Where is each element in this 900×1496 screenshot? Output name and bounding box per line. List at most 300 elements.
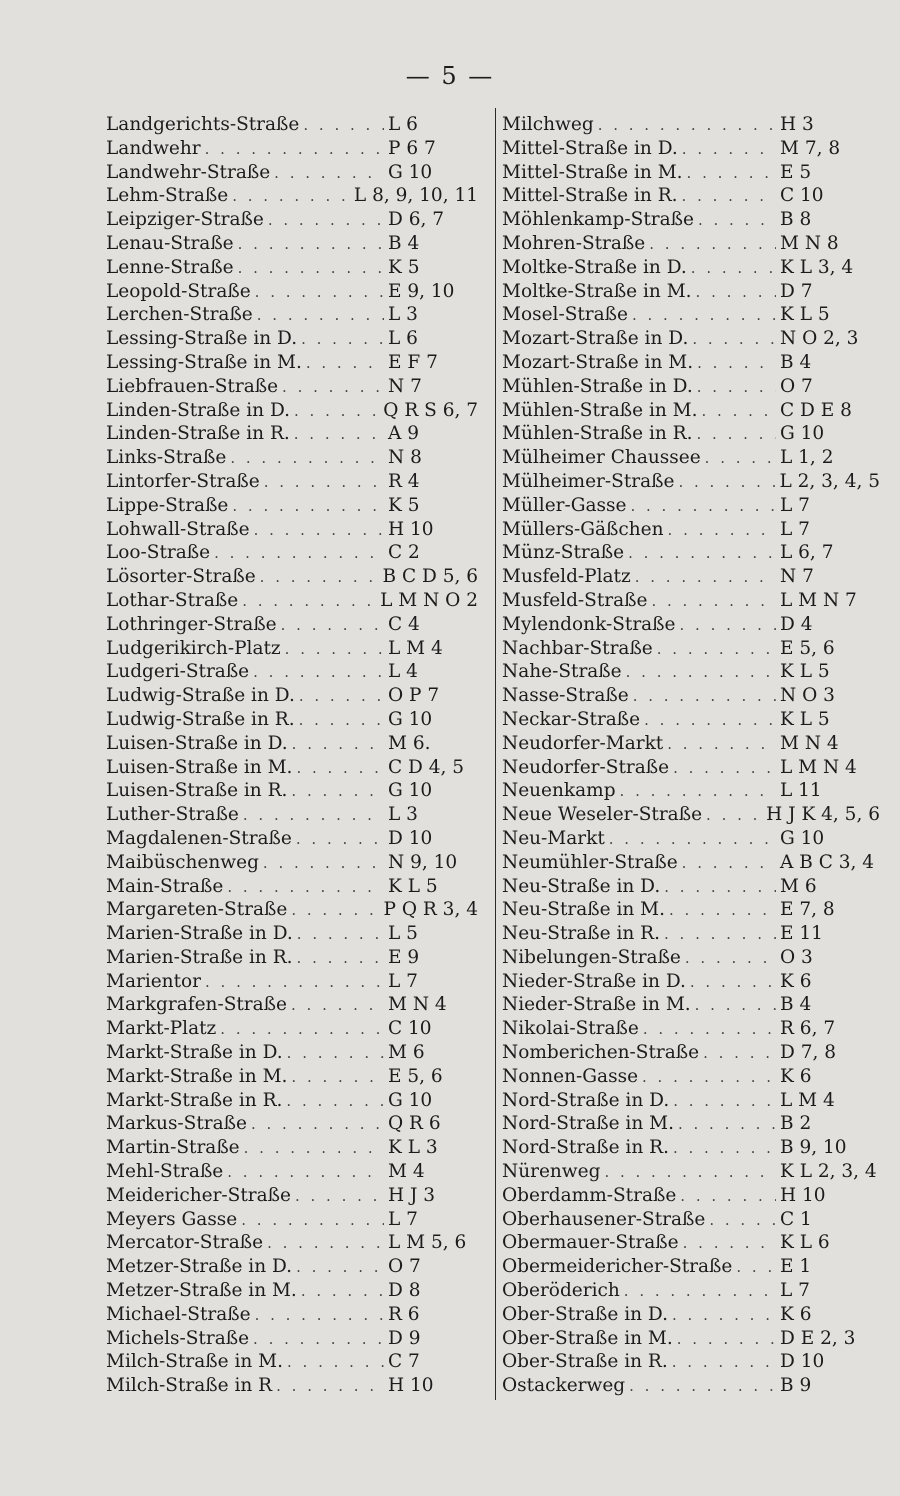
street-entry — [106, 613, 478, 637]
street-entry — [106, 1017, 478, 1041]
street-name: Nomberichen-Straße — [502, 1042, 700, 1064]
dot-leader — [244, 1137, 384, 1161]
street-name: Ludgeri-Straße — [106, 661, 250, 683]
street-name: Moltke-Straße in M. — [502, 280, 692, 302]
street-entry — [502, 1350, 880, 1374]
dot-leader — [705, 447, 776, 471]
dot-leader — [285, 638, 384, 662]
dot-leader — [697, 352, 776, 376]
street-entry — [502, 684, 880, 708]
street-name: Nikolai-Straße — [502, 1018, 639, 1040]
street-entry — [106, 922, 478, 946]
dot-leader — [301, 1280, 384, 1304]
dot-leader — [736, 1256, 776, 1280]
dot-leader — [291, 1066, 384, 1090]
grid-reference: E 9, 10 — [388, 280, 455, 302]
street-entry — [106, 993, 478, 1017]
street-name: Lenne-Straße — [106, 256, 234, 278]
street-entry — [106, 1112, 478, 1136]
grid-reference: L 4 — [388, 661, 418, 683]
grid-reference: P 6 7 — [388, 137, 436, 159]
grid-reference: L 11 — [780, 780, 822, 802]
grid-reference: D 10 — [388, 827, 433, 849]
dot-leader — [297, 923, 384, 947]
dot-leader — [651, 590, 776, 614]
street-entry — [106, 494, 478, 518]
dot-leader — [680, 1185, 776, 1209]
street-name: Luther-Straße — [106, 804, 239, 826]
dot-leader — [227, 1161, 384, 1185]
dot-leader — [703, 1042, 776, 1066]
grid-reference: B 9 — [780, 1375, 812, 1397]
street-name: Neue Weseler-Straße — [502, 804, 703, 826]
dot-leader — [673, 1090, 776, 1114]
street-entry — [106, 779, 478, 803]
dot-leader — [295, 1185, 384, 1209]
street-entry — [502, 875, 880, 899]
dot-leader — [657, 638, 776, 662]
grid-reference: P Q R 3, 4 — [383, 899, 478, 921]
street-name: Nibelungen-Straße — [502, 946, 681, 968]
street-name: Metzer-Straße in M. — [106, 1280, 297, 1302]
street-name: Nürenweg — [502, 1161, 601, 1183]
street-entry — [106, 1231, 478, 1255]
street-entry — [502, 1279, 880, 1303]
street-entry — [502, 660, 880, 684]
street-name: Nord-Straße in R. — [502, 1137, 669, 1159]
street-entry — [502, 256, 880, 280]
street-name: Metzer-Straße in D. — [106, 1256, 293, 1278]
grid-reference: G 10 — [388, 161, 433, 183]
street-name: Musfeld-Straße — [502, 589, 648, 611]
street-name: Mylendonk-Straße — [502, 613, 676, 635]
dot-leader — [628, 542, 776, 566]
street-name: Michael-Straße — [106, 1303, 251, 1325]
dot-leader — [609, 828, 776, 852]
street-entry — [106, 946, 478, 970]
dot-leader — [267, 1232, 384, 1256]
street-entry — [502, 280, 880, 304]
street-name: Mozart-Straße in M. — [502, 351, 694, 373]
street-entry — [502, 351, 880, 375]
street-entry — [106, 708, 478, 732]
street-entry — [502, 613, 880, 637]
street-name: Obermeidericher-Straße — [502, 1256, 733, 1278]
grid-reference: G 10 — [780, 423, 825, 445]
street-entry — [502, 303, 880, 327]
street-entry — [106, 1350, 478, 1374]
grid-reference: E 1 — [780, 1256, 812, 1278]
dot-leader — [286, 1090, 384, 1114]
grid-reference: L 6, 7 — [780, 542, 834, 564]
dot-leader — [624, 1280, 776, 1304]
street-name: Marientor — [106, 970, 202, 992]
street-name: Neu-Straße in R. — [502, 923, 660, 945]
grid-reference: D 8 — [388, 1280, 421, 1302]
street-entry — [502, 779, 880, 803]
street-entry — [502, 1160, 880, 1184]
street-entry — [502, 565, 880, 589]
grid-reference: L 7 — [388, 1208, 418, 1230]
street-name: Markt-Platz — [106, 1018, 217, 1040]
grid-reference: L M 4 — [388, 637, 443, 659]
street-entry — [106, 399, 478, 423]
dot-leader — [291, 899, 379, 923]
street-name: Lerchen-Straße — [106, 304, 253, 326]
street-entry — [106, 732, 478, 756]
dot-leader — [642, 1066, 776, 1090]
dot-leader — [238, 257, 384, 281]
dot-leader — [692, 328, 776, 352]
grid-reference: O 7 — [780, 375, 813, 397]
street-entry — [502, 422, 880, 446]
grid-reference: L M N O 2 — [380, 589, 478, 611]
street-entry — [502, 1303, 880, 1327]
dot-leader — [238, 233, 384, 257]
dot-leader — [632, 304, 776, 328]
street-entry — [502, 803, 880, 827]
grid-reference: L M N 4 — [780, 756, 857, 778]
street-name: Leopold-Straße — [106, 280, 251, 302]
grid-reference: C 4 — [388, 613, 420, 635]
street-name: Links-Straße — [106, 447, 227, 469]
street-name: Markt-Straße in M. — [106, 1065, 288, 1087]
street-name: Lippe-Straße — [106, 494, 229, 516]
dot-leader — [260, 566, 379, 590]
dot-leader — [227, 876, 384, 900]
dot-leader — [287, 1351, 384, 1375]
street-name: Mosel-Straße — [502, 304, 628, 326]
street-name: Müllers-Gäßchen — [502, 518, 664, 540]
street-name: Nieder-Straße in D. — [502, 970, 686, 992]
grid-reference: O P 7 — [388, 685, 440, 707]
grid-reference: Q R S 6, 7 — [383, 399, 478, 421]
grid-reference: K L 3 — [388, 1137, 438, 1159]
street-name: Lessing-Straße in D. — [106, 328, 298, 350]
grid-reference: M 7, 8 — [780, 137, 841, 159]
street-name: Michels-Straße — [106, 1327, 250, 1349]
street-entry — [502, 161, 880, 185]
grid-reference: N 8 — [388, 447, 422, 469]
grid-reference: E 9 — [388, 946, 420, 968]
street-entry — [502, 922, 880, 946]
dot-leader — [698, 209, 776, 233]
street-name: Linden-Straße in R. — [106, 423, 290, 445]
grid-reference: H J K 4, 5, 6 — [766, 804, 880, 826]
street-entry — [502, 1041, 880, 1065]
dot-leader — [644, 709, 776, 733]
street-name: Maibüschenweg — [106, 851, 259, 873]
street-entry — [502, 1065, 880, 1089]
street-name: Nahe-Straße — [502, 661, 622, 683]
grid-reference: L M 5, 6 — [388, 1232, 467, 1254]
grid-reference: H 10 — [388, 1375, 434, 1397]
street-entry — [106, 422, 478, 446]
street-entry — [502, 946, 880, 970]
street-name: Lintorfer-Straße — [106, 470, 260, 492]
dot-leader — [709, 1209, 776, 1233]
street-entry — [106, 518, 478, 542]
grid-reference: E 5, 6 — [388, 1065, 443, 1087]
street-name: Nieder-Straße in M. — [502, 994, 691, 1016]
dot-leader — [241, 1209, 384, 1233]
street-name: Milchweg — [502, 114, 594, 135]
street-entry — [106, 684, 478, 708]
street-name: Neu-Straße in M. — [502, 899, 666, 921]
street-entry — [106, 1089, 478, 1113]
grid-reference: G 10 — [388, 708, 433, 730]
dot-leader — [678, 471, 775, 495]
grid-reference: D 7, 8 — [780, 1042, 837, 1064]
dot-leader — [292, 733, 384, 757]
street-entry — [106, 756, 478, 780]
street-entry — [502, 970, 880, 994]
street-name: Lösorter-Straße — [106, 566, 256, 588]
street-name: Mülheimer Chaussee — [502, 447, 701, 469]
street-entry — [106, 470, 478, 494]
street-name: Luisen-Straße in M. — [106, 756, 293, 778]
street-entry — [502, 399, 880, 423]
grid-reference: C 2 — [388, 542, 420, 564]
dot-leader — [633, 685, 776, 709]
street-entry — [502, 851, 880, 875]
grid-reference: L 3 — [388, 804, 418, 826]
street-entry — [106, 161, 478, 185]
street-entry — [106, 113, 478, 137]
street-entry — [106, 137, 478, 161]
dot-leader — [687, 162, 776, 186]
grid-reference: K L 5 — [780, 708, 830, 730]
street-name: Obermauer-Straße — [502, 1232, 679, 1254]
street-entry — [502, 1208, 880, 1232]
right-column — [502, 113, 880, 1398]
grid-reference: L 2, 3, 4, 5 — [779, 470, 880, 492]
grid-reference: K 6 — [780, 1065, 812, 1087]
dot-leader — [682, 185, 776, 209]
grid-reference: L 7 — [780, 1280, 810, 1302]
dot-leader — [276, 1375, 384, 1399]
street-name: Ober-Straße in R. — [502, 1351, 668, 1373]
dot-leader — [220, 1018, 384, 1042]
dot-leader — [301, 328, 384, 352]
street-entry — [502, 1327, 880, 1351]
grid-reference: D 9 — [388, 1327, 421, 1349]
street-entry — [106, 565, 478, 589]
grid-reference: A 9 — [388, 423, 420, 445]
street-entry — [106, 351, 478, 375]
street-name: Landwehr — [106, 137, 201, 159]
grid-reference: M 6 — [388, 1042, 425, 1064]
grid-reference: K L 5 — [388, 875, 438, 897]
street-entry — [106, 1327, 478, 1351]
dot-leader — [257, 304, 384, 328]
dot-leader — [667, 733, 776, 757]
street-entry — [106, 803, 478, 827]
left-column — [106, 113, 478, 1398]
street-name: Nonnen-Gasse — [502, 1065, 639, 1087]
grid-reference: D 4 — [780, 613, 813, 635]
grid-reference: M N 8 — [780, 232, 839, 254]
dot-leader — [664, 876, 776, 900]
street-name: Mühlen-Straße in D. — [502, 375, 693, 397]
grid-reference: H 10 — [780, 1184, 826, 1206]
grid-reference: L 5 — [388, 923, 418, 945]
grid-reference: E F 7 — [388, 351, 438, 373]
street-name: Marien-Straße in D. — [106, 923, 293, 945]
grid-reference: B 4 — [780, 994, 812, 1016]
dot-leader — [230, 447, 384, 471]
street-name: Mittel-Straße in M. — [502, 161, 683, 183]
street-entry — [502, 1184, 880, 1208]
grid-reference: E 5, 6 — [780, 637, 835, 659]
grid-reference: G 10 — [388, 780, 433, 802]
dot-leader — [695, 994, 776, 1018]
street-entry — [502, 1231, 880, 1255]
dot-leader — [294, 423, 384, 447]
grid-reference: K 5 — [388, 494, 420, 516]
street-name: Neuenkamp — [502, 780, 616, 802]
street-entry — [106, 280, 478, 304]
dot-leader — [685, 947, 776, 971]
grid-reference: K L 6 — [780, 1232, 830, 1254]
dot-leader — [264, 471, 384, 495]
street-name: Mühlen-Straße in R. — [502, 423, 693, 445]
street-name: Marien-Straße in R. — [106, 946, 293, 968]
street-name: Main-Straße — [106, 875, 224, 897]
grid-reference: D 10 — [780, 1351, 825, 1373]
dot-leader — [274, 162, 384, 186]
grid-reference: M 6 — [780, 875, 817, 897]
street-name: Markt-Straße in R. — [106, 1089, 283, 1111]
grid-reference: B 2 — [780, 1113, 812, 1135]
dot-leader — [296, 757, 384, 781]
grid-reference: C D E 8 — [780, 399, 852, 421]
dot-leader — [678, 1113, 776, 1137]
dot-leader — [303, 114, 384, 138]
street-name: Lehm-Straße — [106, 185, 229, 207]
street-entry — [502, 232, 880, 256]
street-name: Ostackerweg — [502, 1375, 626, 1397]
dot-leader — [683, 1232, 776, 1256]
grid-reference: C 10 — [780, 185, 824, 207]
dot-leader — [626, 661, 776, 685]
dot-leader — [672, 1304, 776, 1328]
page-number: — 5 — — [405, 62, 495, 90]
grid-reference: N O 3 — [780, 685, 835, 707]
dot-leader — [251, 1113, 384, 1137]
street-name: Linden-Straße in D. — [106, 399, 291, 421]
grid-reference: L 1, 2 — [780, 447, 834, 469]
grid-reference: E 7, 8 — [780, 899, 835, 921]
grid-reference: M 6. — [388, 732, 431, 754]
street-name: Landgerichts-Straße — [106, 114, 300, 135]
street-entry — [106, 256, 478, 280]
street-name: Leipziger-Straße — [106, 209, 264, 231]
dot-leader — [291, 780, 384, 804]
dot-leader — [297, 947, 384, 971]
street-entry — [502, 637, 880, 661]
dot-leader — [673, 1137, 776, 1161]
street-name: Luisen-Straße in D. — [106, 732, 288, 754]
grid-reference: L 8, 9, 10, 11 — [353, 185, 478, 207]
dot-leader — [253, 1328, 384, 1352]
grid-reference: L 3 — [388, 304, 418, 326]
dot-leader — [630, 495, 776, 519]
street-entry — [106, 1065, 478, 1089]
grid-reference: Q R 6 — [388, 1113, 441, 1135]
dot-leader — [263, 852, 384, 876]
dot-leader — [643, 1018, 776, 1042]
grid-reference: B C D 5, 6 — [382, 566, 478, 588]
grid-reference: D 7 — [780, 280, 813, 302]
dot-leader — [281, 614, 384, 638]
dot-leader — [287, 1042, 384, 1066]
street-name: Neudorfer-Straße — [502, 756, 670, 778]
street-entry — [106, 1160, 478, 1184]
street-name: Liebfrauen-Straße — [106, 375, 279, 397]
dot-leader — [299, 685, 384, 709]
dot-leader — [296, 828, 384, 852]
dot-leader — [668, 519, 776, 543]
street-entry — [502, 756, 880, 780]
street-entry — [106, 898, 478, 922]
dot-leader — [669, 899, 776, 923]
grid-reference: D 6, 7 — [388, 209, 445, 231]
street-name: Müller-Gasse — [502, 494, 627, 516]
street-entry — [502, 1374, 880, 1398]
street-entry — [502, 1112, 880, 1136]
grid-reference: L M 4 — [780, 1089, 835, 1111]
dot-leader — [242, 590, 376, 614]
dot-leader — [677, 1328, 776, 1352]
grid-reference: B 4 — [388, 232, 420, 254]
street-name: Margareten-Straße — [106, 899, 288, 921]
dot-leader — [598, 114, 776, 138]
dot-leader — [296, 1256, 384, 1280]
dot-leader — [282, 376, 384, 400]
dot-leader — [682, 852, 776, 876]
grid-reference: E 11 — [780, 923, 823, 945]
street-entry — [502, 993, 880, 1017]
street-entry — [502, 327, 880, 351]
dot-leader — [294, 400, 379, 424]
dot-leader — [299, 709, 384, 733]
grid-reference: C 1 — [780, 1208, 812, 1230]
street-entry — [502, 518, 880, 542]
street-name: Oberdamm-Straße — [502, 1184, 677, 1206]
street-name: Milch-Straße in R — [106, 1375, 273, 1397]
grid-reference: D E 2, 3 — [780, 1327, 856, 1349]
street-entry — [502, 898, 880, 922]
dot-leader — [255, 281, 384, 305]
street-name: Neu-Straße in D. — [502, 875, 661, 897]
street-entry — [106, 589, 478, 613]
grid-reference: G 10 — [780, 827, 825, 849]
street-name: Mozart-Straße in D. — [502, 328, 689, 350]
street-entry — [502, 827, 880, 851]
street-entry — [502, 1017, 880, 1041]
grid-reference: M 4 — [388, 1161, 425, 1183]
street-entry — [502, 541, 880, 565]
street-name: Mittel-Straße in R. — [502, 185, 678, 207]
street-entry — [106, 1208, 478, 1232]
street-name: Mehl-Straße — [106, 1161, 224, 1183]
street-entry — [502, 113, 880, 137]
street-entry — [502, 494, 880, 518]
grid-reference: B 9, 10 — [780, 1137, 847, 1159]
street-entry — [502, 470, 880, 494]
street-name: Neumühler-Straße — [502, 851, 678, 873]
